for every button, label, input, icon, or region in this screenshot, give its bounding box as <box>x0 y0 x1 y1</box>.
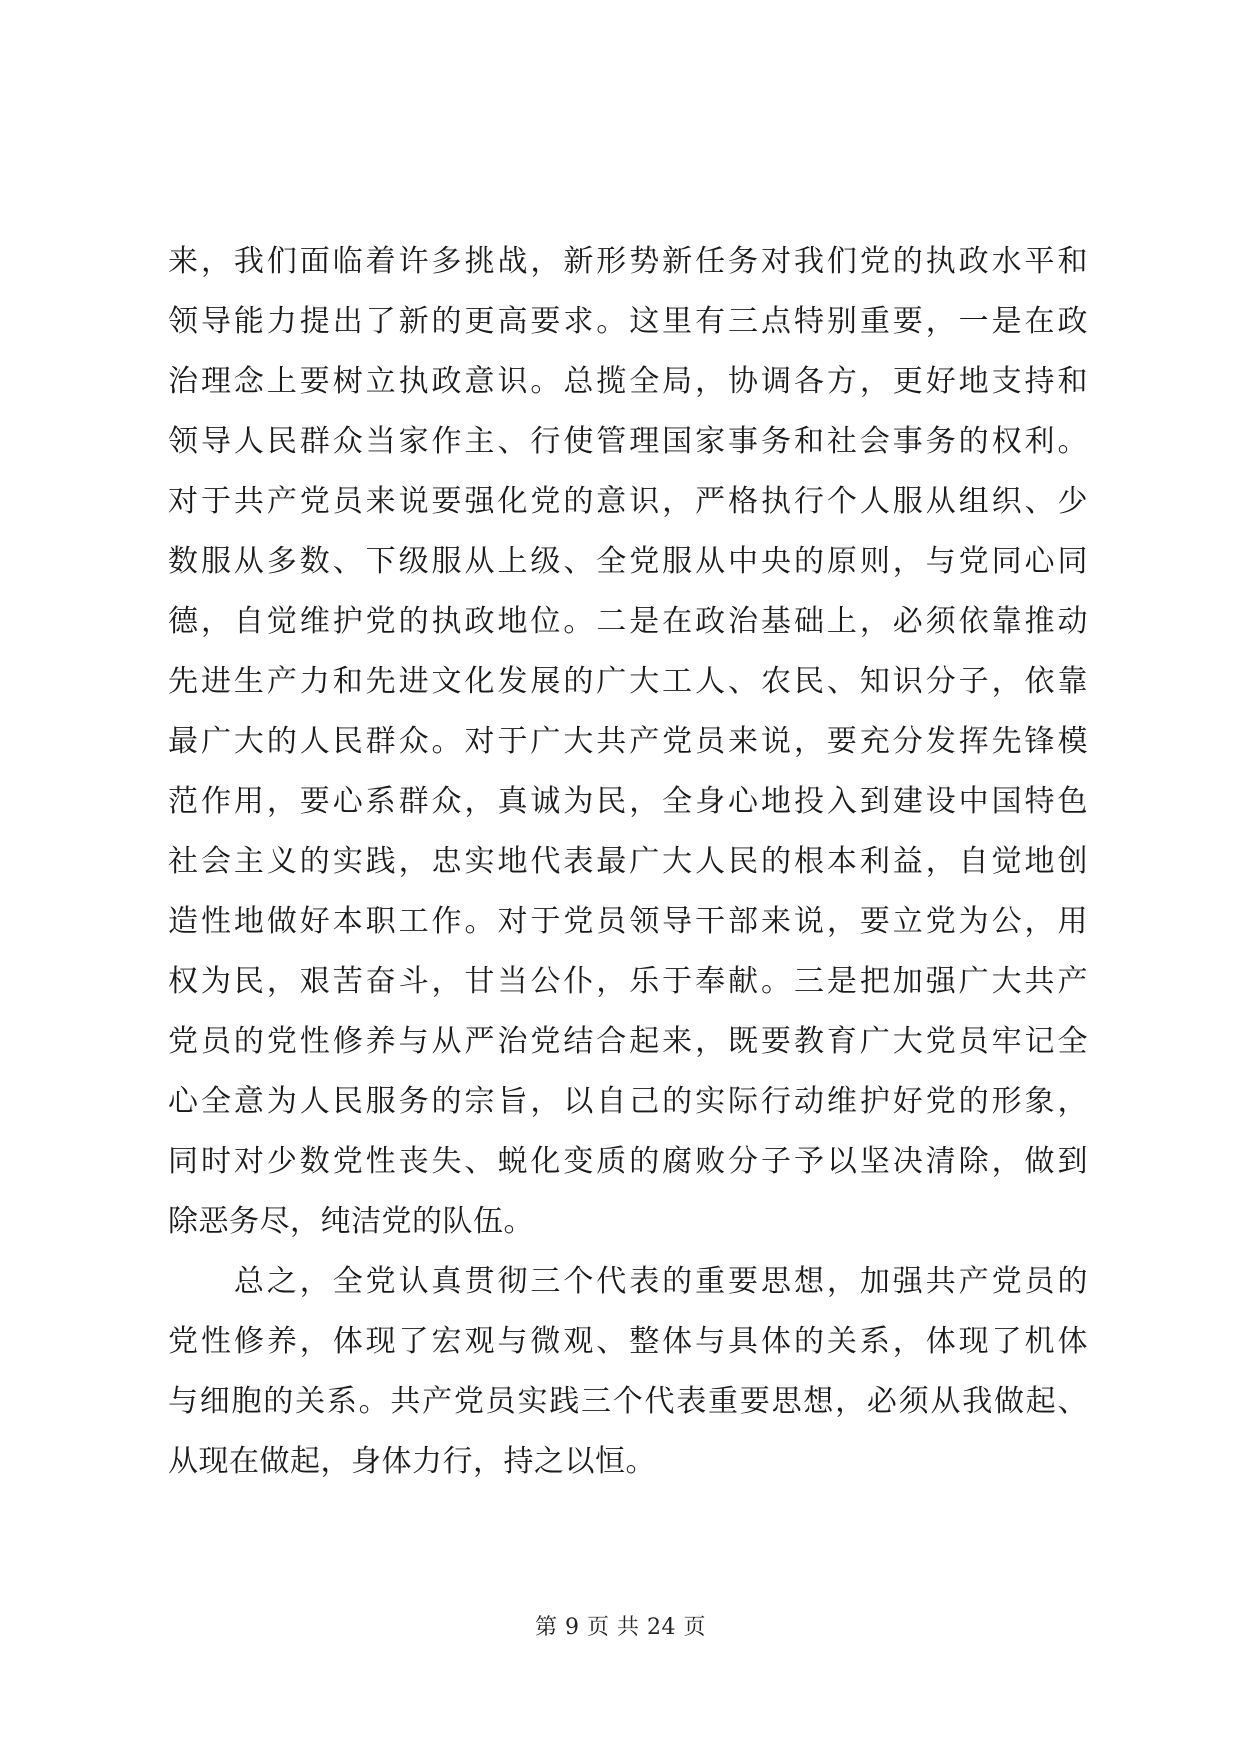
text-line: 数服从多数、下级服从上级、全党服从中央的原则，与党同心同 <box>168 544 1088 579</box>
text-line: 除恶务尽，纯洁党的队伍。 <box>168 1204 534 1239</box>
text-line: 造性地做好本职工作。对于党员领导干部来说，要立党为公，用 <box>168 904 1088 939</box>
text-line: 治理念上要树立执政意识。总揽全局，协调各方，更好地支持和 <box>168 364 1088 399</box>
text-line: 总之，全党认真贯彻三个代表的重要思想，加强共产党员的 <box>168 1264 1088 1299</box>
text-line: 先进生产力和先进文化发展的广大工人、农民、知识分子，依靠 <box>168 664 1088 699</box>
text-line: 范作用，要心系群众，真诚为民，全身心地投入到建设中国特色 <box>168 784 1088 819</box>
text-line: 党员的党性修养与从严治党结合起来，既要教育广大党员牢记全 <box>168 1024 1088 1059</box>
text-line: 党性修养，体现了宏观与微观、整体与具体的关系，体现了机体 <box>168 1324 1088 1359</box>
text-line: 从现在做起，身体力行，持之以恒。 <box>168 1444 656 1479</box>
text-line: 对于共产党员来说要强化党的意识，严格执行个人服从组织、少 <box>168 484 1088 519</box>
text-line: 社会主义的实践，忠实地代表最广大人民的根本利益，自觉地创 <box>168 844 1088 879</box>
text-line: 心全意为人民服务的宗旨，以自己的实际行动维护好党的形象， <box>168 1084 1088 1119</box>
text-line: 来，我们面临着许多挑战，新形势新任务对我们党的执政水平和 <box>168 244 1088 279</box>
text-line: 最广大的人民群众。对于广大共产党员来说，要充分发挥先锋模 <box>168 724 1088 759</box>
text-line: 与细胞的关系。共产党员实践三个代表重要思想，必须从我做起、 <box>168 1384 1088 1419</box>
text-line: 同时对少数党性丧失、蜕化变质的腐败分子予以坚决清除，做到 <box>168 1144 1088 1179</box>
text-line: 领导能力提出了新的更高要求。这里有三点特别重要，一是在政 <box>168 304 1088 339</box>
body-text <box>168 232 1088 1492</box>
text-line: 德，自觉维护党的执政地位。二是在政治基础上，必须依靠推动 <box>168 604 1088 639</box>
text-line: 领导人民群众当家作主、行使管理国家事务和社会事务的权利。 <box>168 424 1088 459</box>
page-number-footer: 第 9 页 共 24 页 <box>535 1615 706 1640</box>
text-line: 权为民，艰苦奋斗，甘当公仆，乐于奉献。三是把加强广大共产 <box>168 964 1088 999</box>
